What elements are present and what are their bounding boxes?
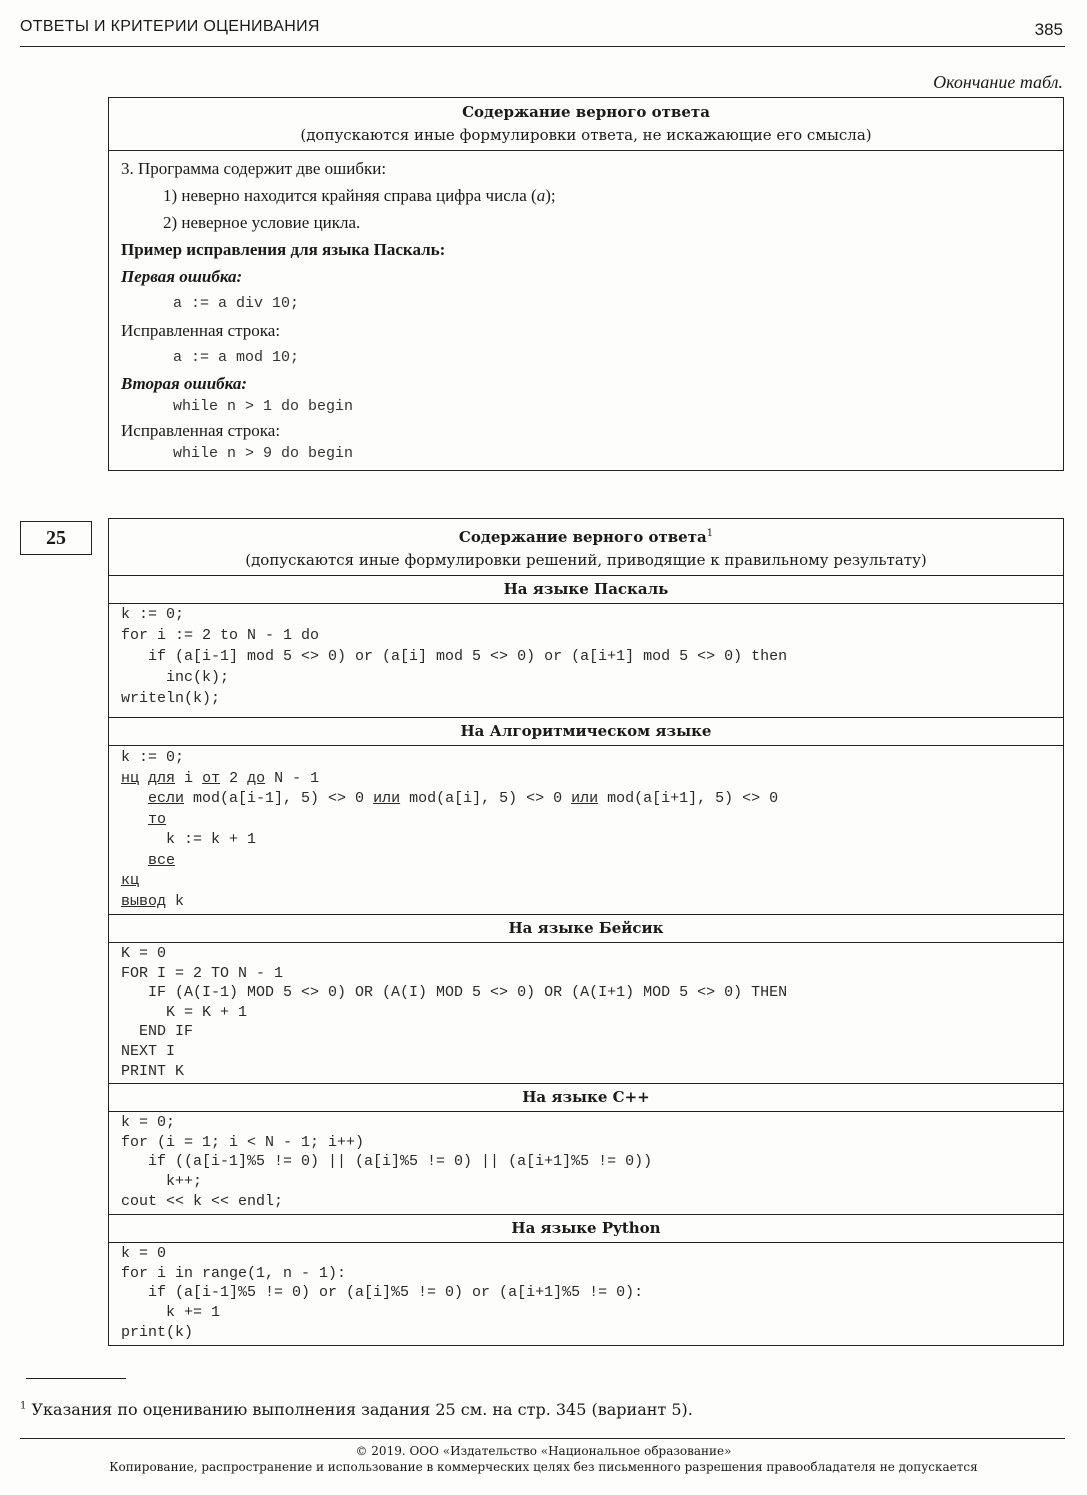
keyword: все — [148, 851, 176, 869]
header-line-2: (допускаются иные формулировки ответа, не искажающие его смысла) — [300, 126, 872, 144]
section-title-cpp: На языке С++ — [109, 1084, 1063, 1112]
running-header-title: ОТВЕТЫ И КРИТЕРИИ ОЦЕНИВАНИЯ — [20, 18, 320, 35]
code-line: K = 0 — [121, 945, 167, 962]
code-line: for (i = 1; i < N - 1; i++) — [121, 1133, 365, 1151]
code-line: a := a mod 10; — [173, 349, 300, 366]
code-line: while n > 1 do begin — [173, 398, 354, 415]
footnote-rule — [26, 1378, 126, 1379]
footnote — [20, 1400, 693, 1419]
code-text: mod(a[i], 5) <> 0 — [400, 790, 572, 807]
code-line: if ((a[i-1]%5 != 0) || (a[i]%5 != 0) || (a[i+1]%5 != 0)) — [121, 1153, 653, 1171]
keyword: вывод — [121, 892, 167, 910]
section-title-python: На языке Python — [109, 1215, 1063, 1243]
keyword: то — [148, 810, 167, 828]
code-line: K = K + 1 — [121, 1003, 248, 1021]
answer-text: 1) неверно находится крайняя справа цифра числа ( — [163, 186, 537, 205]
code-basic — [109, 943, 1063, 1084]
code-text: mod(a[i-1], 5) <> 0 — [184, 790, 374, 807]
code-line: for i in range(1, n - 1): — [121, 1264, 347, 1282]
keyword: до — [247, 769, 266, 787]
code-line — [121, 769, 1051, 790]
code-line: k += 1 — [121, 1303, 221, 1321]
code-line: k = 0 — [121, 1245, 167, 1263]
code-line: for i := 2 to N - 1 do — [121, 627, 320, 644]
keyword: кц — [121, 872, 140, 889]
answer-text: ); — [545, 186, 556, 205]
code-pascal — [109, 604, 1063, 718]
page-number: 385 — [1034, 20, 1063, 39]
header-line-2: (допускаются иные формулировки решений, приводящие к правильному результату) — [245, 551, 927, 569]
code-text: i — [175, 769, 203, 787]
code-line: if (a[i-1]%5 != 0) or (a[i]%5 != 0) or (a[i+1]%5 != 0): — [121, 1284, 644, 1302]
code-line: IF (A(I-1) MOD 5 <> 0) OR (A(I) MOD 5 <> 0) OR (A(I+1) MOD 5 <> 0) THEN — [121, 984, 788, 1002]
section-title-basic: На языке Бейсик — [109, 915, 1063, 943]
code-algorithmic — [109, 746, 1063, 915]
answer-line: Первая ошибка: — [121, 267, 243, 286]
code-line: inc(k); — [121, 669, 230, 686]
answer-line: 2) неверное условие цикла. — [163, 213, 361, 232]
code-line: if (a[i-1] mod 5 <> 0) or (a[i] mod 5 <> 0) or (a[i+1] mod 5 <> 0) then — [121, 648, 788, 665]
code-line: END IF — [121, 1023, 194, 1041]
code-python — [109, 1243, 1063, 1346]
answer-table-1-header — [109, 98, 1063, 151]
code-cpp — [109, 1112, 1063, 1215]
code-line — [121, 851, 1051, 872]
answer-line: 3. Программа содержит две ошибки: — [121, 159, 387, 178]
keyword: если — [148, 790, 185, 807]
code-line — [121, 810, 1051, 831]
answer-line — [121, 182, 1051, 209]
variable-a: a — [536, 186, 546, 205]
code-text: k := k + 1 — [166, 831, 257, 848]
footer-rule — [20, 1438, 1065, 1439]
code-text: N - 1 — [265, 769, 320, 787]
footnote-mark: 1 — [706, 528, 714, 539]
keyword: от — [202, 769, 221, 787]
code-line: FOR I = 2 TO N - 1 — [121, 964, 284, 982]
task-number: 25 — [20, 521, 92, 555]
code-line: k := 0; — [121, 606, 185, 623]
code-line: k := 0; — [121, 749, 185, 766]
code-line: cout << k << endl; — [121, 1192, 284, 1210]
answer-line: Исправленная строка: — [121, 321, 281, 340]
answer-table-1-body — [109, 151, 1063, 471]
header-line-1: Содержание верного ответа — [462, 103, 710, 121]
header-line-1: Содержание верного ответа — [458, 528, 707, 546]
footnote-text: Указания по оцениванию выполнения задания 25 см. на стр. 345 (вариант 5). — [26, 1400, 693, 1419]
answer-line: Вторая ошибка: — [121, 374, 248, 393]
code-line: k = 0; — [121, 1114, 176, 1132]
code-text: mod(a[i+1], 5) <> 0 — [598, 790, 779, 807]
code-line: while n > 9 do begin — [173, 445, 354, 462]
code-line — [121, 830, 1051, 851]
code-line — [121, 789, 1051, 810]
code-line: NEXT I — [121, 1042, 176, 1060]
code-line: print(k) — [121, 1323, 194, 1341]
code-line: k++; — [121, 1172, 203, 1190]
keyword: или — [373, 790, 401, 807]
keyword: для — [148, 769, 176, 787]
code-text: k — [166, 892, 185, 910]
code-line — [121, 871, 1051, 892]
section-title-algorithmic: На Алгоритмическом языке — [109, 718, 1063, 746]
answer-line: Пример исправления для языка Паскаль: — [121, 240, 446, 259]
copyright-line: © 2019. ООО «Издательство «Национальное образование» — [355, 1444, 732, 1458]
section-title-pascal: На языке Паскаль — [109, 576, 1063, 604]
answer-table-1 — [108, 97, 1064, 471]
copyright-notice: Копирование, распространение и использование в коммерческих целях без письменного разрешения правообладателя не допускается — [109, 1460, 978, 1474]
code-line — [121, 892, 1051, 913]
code-text: 2 — [220, 769, 248, 787]
code-line: a := a div 10; — [173, 295, 300, 312]
keyword: или — [571, 790, 599, 807]
keyword: нц — [121, 769, 140, 787]
answer-table-25-header — [109, 519, 1063, 576]
table-continuation-note: Окончание табл. — [933, 72, 1063, 92]
code-line: PRINT K — [121, 1062, 185, 1080]
answer-table-25 — [108, 518, 1064, 1346]
code-line: writeln(k); — [121, 690, 221, 707]
header-rule — [20, 46, 1065, 47]
footnote-number: 1 — [20, 1400, 27, 1412]
answer-line: Исправленная строка: — [121, 421, 281, 440]
